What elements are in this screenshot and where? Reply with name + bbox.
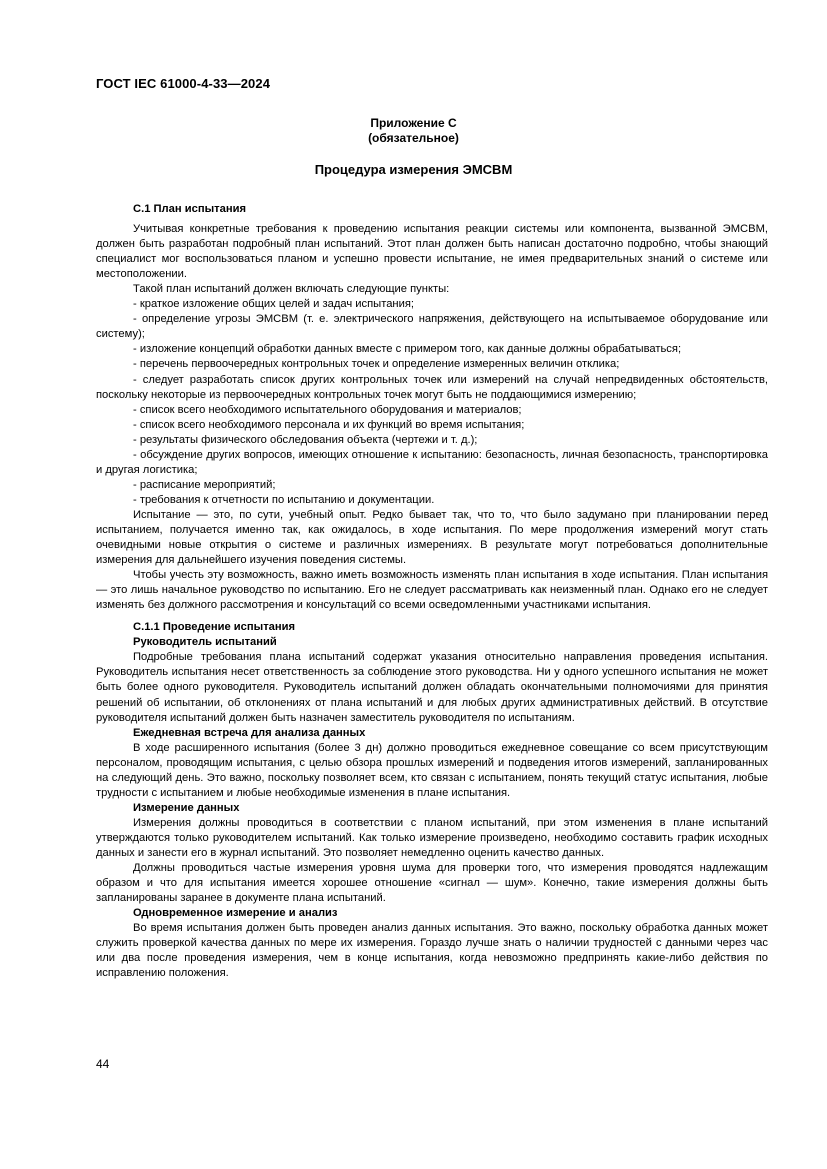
paragraph: Измерения должны проводиться в соответствии с планом испытаний, при этом изменения в плане испытаний утверждаются только руководителем испытаний. Как только измерение произведено, необходимо составить график исходных данных и занести его в журнал испытаний. Это позволяет немедленно оценить качество данных.	[96, 816, 768, 859]
section-c1-title: С.1 План испытания	[133, 203, 247, 215]
subsection-title: Ежедневная встреча для анализа данных	[133, 726, 366, 739]
list-item: - обсуждение других вопросов, имеющих отношение к испытанию: безопасность, личная безопасность, транспортировка и другая логистика;	[96, 448, 768, 476]
subsection-title: Измерение данных	[133, 801, 240, 814]
subsection-title: Руководитель испытаний	[133, 636, 277, 649]
document-body	[96, 202, 768, 981]
page-number: 44	[96, 1057, 110, 1071]
list-item: - перечень первоочередных контрольных точек и определение измеренных величин отклика;	[133, 358, 620, 371]
paragraph: Во время испытания должен быть проведен анализ данных испытания. Это важно, поскольку обработка данных может служить проверкой качества данных по мере их измерения. Гораздо лучше знать о наличии трудностей с данными через час или два после проведения измерения, чем в конце испытания, когда невозможно предпринять какие-либо действия по исправлению положения.	[96, 922, 768, 980]
list-item: - список всего необходимого персонала и их функций во время испытания;	[133, 418, 525, 431]
paragraph: Учитывая конкретные требования к проведению испытания реакции системы или компонента, вызванной ЭМСВМ, должен быть разработан подробный план испытаний. Этот план должен быть написан достаточно подробно, чтобы знающий специалист мог воспользоваться планом и успешно провести испытание, не имея предварительных знаний о системе или местоположении.	[96, 223, 768, 281]
list-item: - следует разработать список других контрольных точек или измерений на случай непредвиденных обстоятельств, поскольку некоторые из первоочередных контрольных точек могут быть не поддающимися измерению;	[96, 373, 768, 401]
paragraph: Такой план испытаний должен включать следующие пункты:	[133, 283, 450, 296]
subsection-title: Одновременное измерение и анализ	[133, 907, 338, 920]
annex-main-heading: Процедура измерения ЭМСВМ	[314, 162, 513, 177]
paragraph: Испытание — это, по сути, учебный опыт. Редко бывает так, что то, что было задумано при планировании перед испытанием, получается именно так, как ожидалось, в ходе испытания. По мере продолжения измерений могут стать очевидными новые открытия о системе и различных измерениях. В результате могут потребоваться дополнительные измерения для дальнейшего изучения поведения системы.	[96, 508, 768, 567]
list-item: - требования к отчетности по испытанию и документации.	[133, 493, 435, 506]
list-item: - краткое изложение общих целей и задач испытания;	[133, 298, 415, 311]
paragraph: Подробные требования плана испытаний содержат указания относительно направления проведения испытания. Руководитель испытания несет ответственность за соблюдение этого руководства. Ни у одного успешного испытания не может быть более одного руководителя. Руководитель испытаний должен обладать окончательными полномочиями для принятия решений об испытании, об отклонениях от плана испытаний и для любых других административных действий. В отсутствие руководителя испытаний должен быть назначен заместитель руководителя по испытаниям.	[96, 651, 768, 724]
annex-title: Приложение С	[370, 116, 457, 130]
paragraph: Должны проводиться частые измерения уровня шума для проверки того, что измерения проводятся надлежащим образом и что для испытания имеется хорошее отношение «сигнал — шум». Конечно, такие измерения должны быть запланированы заранее в документе плана испытаний.	[96, 862, 768, 905]
annex-status: (обязательное)	[368, 131, 459, 145]
standard-identifier: ГОСТ IEC 61000-4-33—2024	[96, 76, 271, 91]
list-item: - список всего необходимого испытательного оборудования и материалов;	[133, 403, 522, 416]
annex-heading-block	[96, 116, 731, 146]
paragraph: Чтобы учесть эту возможность, важно иметь возможность изменять план испытания в ходе испытания. План испытания — это лишь начальное руководство по испытанию. Его не следует рассматривать как неизменный план. Однако его не следует изменять без должного рассмотрения и консультаций со всеми осведомленными участниками испытания.	[96, 569, 768, 612]
list-item: - расписание мероприятий;	[133, 478, 276, 491]
section-c11-title: С.1.1 Проведение испытания	[133, 621, 296, 634]
list-item: - результаты физического обследования объекта (чертежи и т. д.);	[133, 433, 478, 446]
paragraph: В ходе расширенного испытания (более 3 дн) должно проводиться ежедневное совещание со всем присутствующим персоналом, проводящим испытания, с целью обзора прошлых измерений и подведения итогов измерений, запланированных на следующий день. Это важно, поскольку позволяет всем, кто связан с испытанием, понять текущий статус испытания, любые трудности с испытанием и любые необходимые изменения в плане испытания.	[96, 741, 768, 799]
list-item: - изложение концепций обработки данных вместе с примером того, как данные должны обрабатываться;	[133, 343, 682, 356]
list-item: - определение угрозы ЭМСВМ (т. е. электрического напряжения, действующего на испытываемое оборудование или систему);	[96, 313, 768, 341]
